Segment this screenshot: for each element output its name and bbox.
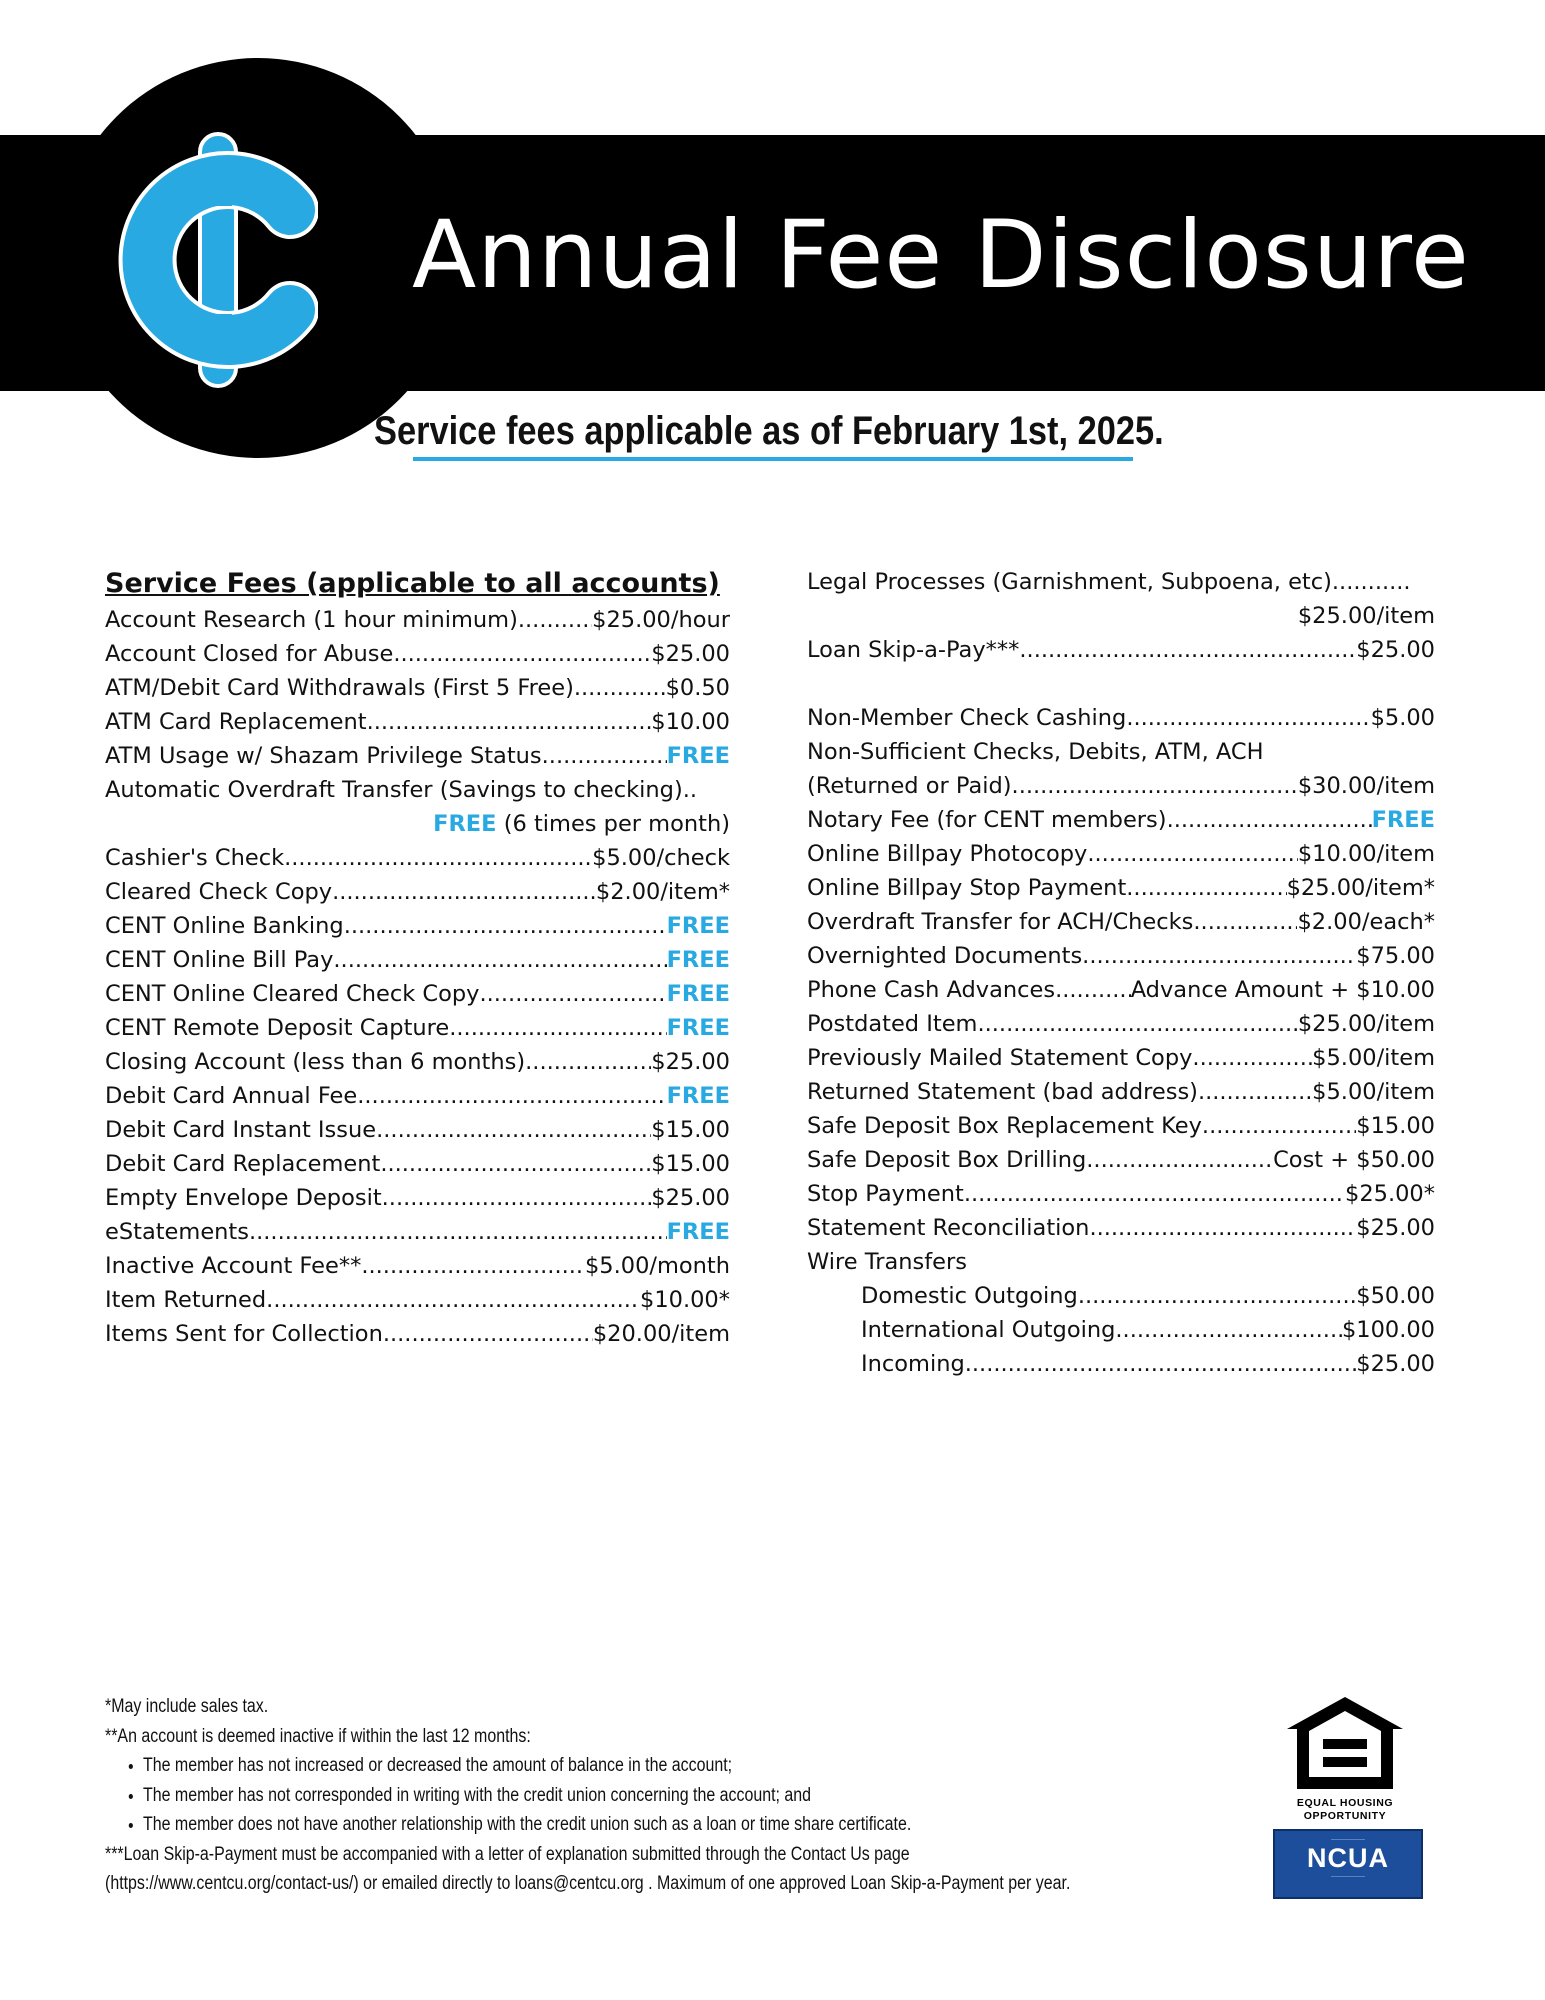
- fee-value: $25.00: [1356, 637, 1435, 663]
- fee-label: Postdated Item: [807, 1011, 978, 1037]
- fee-label: Previously Mailed Statement Copy: [807, 1045, 1193, 1071]
- fee-label: Incoming: [861, 1351, 965, 1377]
- leader-dots: [1078, 1279, 1356, 1313]
- fee-row: [105, 841, 730, 875]
- subtitle-underline: [413, 457, 1133, 461]
- leader-dots: [964, 1177, 1345, 1211]
- fee-row: [105, 875, 730, 909]
- footnote-sales-tax: *May include sales tax.: [105, 1696, 269, 1717]
- fee-value-free: FREE: [1371, 807, 1435, 833]
- fee-value-free: FREE: [666, 981, 730, 1007]
- fee-list: [807, 803, 1435, 1245]
- leader-dots: [357, 1079, 666, 1113]
- leader-dots: [382, 1181, 652, 1215]
- leader-dots: [332, 875, 596, 909]
- fee-row: [807, 1041, 1435, 1075]
- fee-label: Debit Card Instant Issue: [105, 1117, 377, 1143]
- fee-row: [105, 1079, 730, 1113]
- fee-row: [807, 837, 1435, 871]
- ncua-fine-print: ──────────────: [1331, 1874, 1365, 1879]
- leader-dots: [574, 671, 666, 705]
- leader-dots: [1082, 939, 1356, 973]
- leader-dots: [249, 1215, 667, 1249]
- fee-value-free: FREE: [666, 1015, 730, 1041]
- ncua-fine-print: ──────────────: [1331, 1837, 1365, 1842]
- fee-label: CENT Online Bill Pay: [105, 947, 334, 973]
- leader-dots: [1012, 769, 1298, 803]
- fee-row: [807, 1347, 1435, 1381]
- fee-label: Automatic Overdraft Transfer (Savings to checking)..: [105, 777, 698, 803]
- service-fees-right-column: [807, 565, 1435, 1381]
- fee-value: Advance Amount + $10.00: [1130, 977, 1435, 1003]
- ncua-logo: [1273, 1829, 1423, 1899]
- fee-row: [105, 909, 730, 943]
- fee-value: $0.50: [665, 675, 730, 701]
- fee-row: [105, 671, 730, 705]
- fee-row: [807, 633, 1435, 667]
- fee-label: International Outgoing: [861, 1317, 1116, 1343]
- fee-label: Account Research (1 hour minimum): [105, 607, 518, 633]
- fee-value: $30.00/item: [1297, 773, 1435, 799]
- fee-row-legal-value: [807, 599, 1435, 633]
- fee-value: $25.00/item*: [1286, 875, 1435, 901]
- leader-dots: [1055, 973, 1131, 1007]
- fee-label: Returned Statement (bad address): [807, 1079, 1198, 1105]
- fee-label: eStatements: [105, 1219, 249, 1245]
- fee-row-nsf-label: [807, 735, 1435, 769]
- fee-value: $25.00: [651, 1185, 730, 1211]
- fee-list: [105, 603, 730, 773]
- fee-value: $10.00/item: [1297, 841, 1435, 867]
- fee-label: ATM Card Replacement: [105, 709, 367, 735]
- fee-value: Cost + $50.00: [1273, 1147, 1435, 1173]
- fee-label: Cleared Check Copy: [105, 879, 333, 905]
- fee-row: [807, 905, 1435, 939]
- fee-label: Statement Reconciliation: [807, 1215, 1090, 1241]
- fee-value: $25.00/hour: [592, 607, 730, 633]
- fee-row: [807, 1279, 1435, 1313]
- service-fees-left-column: [105, 565, 730, 1351]
- leader-dots: [1087, 837, 1297, 871]
- page-subtitle: Service fees applicable as of February 1st, 2025.: [374, 409, 1164, 453]
- footnote-inactive: **An account is deemed inactive if within the last 12 months:: [105, 1725, 531, 1747]
- leader-dots: [367, 705, 652, 739]
- leader-dots: [1126, 871, 1286, 905]
- leader-dots: [977, 1007, 1297, 1041]
- leader-dots: [1167, 803, 1372, 837]
- fee-value: $10.00: [651, 709, 730, 735]
- footnote-bullets: [105, 1751, 1255, 1840]
- fee-row: [105, 1181, 730, 1215]
- fee-value: $5.00/check: [592, 845, 730, 871]
- ncua-wordmark: NCUA: [1307, 1843, 1389, 1873]
- fee-label: Overdraft Transfer for ACH/Checks: [807, 909, 1194, 935]
- fee-label: CENT Online Banking: [105, 913, 344, 939]
- fee-label: Online Billpay Photocopy: [807, 841, 1088, 867]
- fee-label: Account Closed for Abuse: [105, 641, 394, 667]
- fee-value-free: FREE: [666, 743, 730, 769]
- fee-row: [807, 1109, 1435, 1143]
- fee-label: Non-Sufficient Checks, Debits, ATM, ACH: [807, 739, 1264, 765]
- fee-value: $75.00: [1356, 943, 1435, 969]
- fee-label: Safe Deposit Box Drilling: [807, 1147, 1087, 1173]
- fee-label: Online Billpay Stop Payment: [807, 875, 1127, 901]
- fee-row: [105, 1147, 730, 1181]
- leader-dots: [1115, 1313, 1342, 1347]
- leader-dots: [1192, 1041, 1312, 1075]
- fee-label: ATM Usage w/ Shazam Privilege Status: [105, 743, 542, 769]
- fee-row-overdraft-label: [105, 773, 730, 807]
- fee-value: $15.00: [651, 1117, 730, 1143]
- leader-dots: [965, 1347, 1357, 1381]
- fee-value: $20.00/item: [592, 1321, 730, 1347]
- fee-value-free: FREE: [666, 913, 730, 939]
- fee-value: $2.00/item*: [595, 879, 730, 905]
- leader-dots: [1202, 1109, 1356, 1143]
- leader-dots: [333, 943, 666, 977]
- fee-label: Inactive Account Fee**: [105, 1253, 362, 1279]
- section-heading: Service Fees (applicable to all accounts): [105, 568, 720, 599]
- fee-row: [105, 1317, 730, 1351]
- leader-dots: [266, 1283, 640, 1317]
- fee-row: [105, 1045, 730, 1079]
- fee-row: [105, 977, 730, 1011]
- fee-label: Legal Processes (Garnishment, Subpoena, etc)...........: [807, 569, 1411, 595]
- leader-dots: [344, 909, 667, 943]
- fee-row-overdraft-value: [105, 807, 730, 841]
- fee-row: [105, 1249, 730, 1283]
- leader-dots: [380, 1147, 651, 1181]
- fee-label: Items Sent for Collection: [105, 1321, 383, 1347]
- fee-row: [807, 1143, 1435, 1177]
- fee-label: Empty Envelope Deposit: [105, 1185, 382, 1211]
- fee-value: $5.00/month: [584, 1253, 730, 1279]
- fee-label: Loan Skip-a-Pay***: [807, 637, 1020, 663]
- fee-row: [105, 603, 730, 637]
- fee-value: $15.00: [651, 1151, 730, 1177]
- fee-label: Notary Fee (for CENT members): [807, 807, 1167, 833]
- fee-label: CENT Remote Deposit Capture: [105, 1015, 450, 1041]
- equal-housing-logo: [1283, 1693, 1407, 1823]
- fee-row: [105, 739, 730, 773]
- cent-sign-icon: [118, 130, 318, 390]
- fee-value: $5.00: [1370, 705, 1435, 731]
- list-item: • The member has not corresponded in writing with the credit union concerning the account; and: [143, 1781, 1077, 1811]
- fee-value: $25.00/item: [1297, 603, 1435, 629]
- fee-row: [807, 1007, 1435, 1041]
- footnote-skip-pay-cont: (https://www.centcu.org/contact-us/) or emailed directly to loans@centcu.org . Maximum of one approved Loan Skip-a-Payment per year.: [105, 1873, 1071, 1894]
- fee-row: [807, 701, 1435, 735]
- list-item: • The member does not have another relationship with the credit union such as a loan or time share certificate.: [143, 1810, 1077, 1840]
- fee-row: [807, 871, 1435, 905]
- fee-label: Debit Card Replacement: [105, 1151, 381, 1177]
- fee-label: ATM/Debit Card Withdrawals (First 5 Free): [105, 675, 574, 701]
- fee-row: [105, 1283, 730, 1317]
- leader-dots: [383, 1317, 593, 1351]
- fee-value: $2.00/each*: [1297, 909, 1435, 935]
- wire-fee-list: [807, 1279, 1435, 1381]
- fee-value: $10.00*: [640, 1287, 730, 1313]
- leader-dots: [479, 977, 666, 1011]
- fee-value-free: FREE: [666, 947, 730, 973]
- fee-row: [105, 1011, 730, 1045]
- page-title: Annual Fee Disclosure: [412, 201, 1470, 310]
- leader-dots: [284, 841, 592, 875]
- fee-label: Cashier's Check: [105, 845, 285, 871]
- fee-row: [105, 705, 730, 739]
- fee-label: Domestic Outgoing: [861, 1283, 1078, 1309]
- fee-value-free: FREE: [433, 811, 497, 837]
- fee-row: [807, 1313, 1435, 1347]
- fee-value: $25.00: [1356, 1351, 1435, 1377]
- wire-transfers-heading: [807, 1245, 1435, 1279]
- fee-value: $100.00: [1341, 1317, 1435, 1343]
- footnotes: [105, 1692, 1255, 1899]
- fee-row: [807, 939, 1435, 973]
- leader-dots: [525, 1045, 651, 1079]
- fee-row: [105, 637, 730, 671]
- fee-label: Wire Transfers: [807, 1249, 967, 1275]
- fee-label: (Returned or Paid): [807, 773, 1012, 799]
- fee-row: [807, 1075, 1435, 1109]
- fee-label: CENT Online Cleared Check Copy: [105, 981, 480, 1007]
- leader-dots: [1089, 1211, 1356, 1245]
- fee-label: Safe Deposit Box Replacement Key: [807, 1113, 1202, 1139]
- leader-dots: [542, 739, 667, 773]
- fee-value: $50.00: [1356, 1283, 1435, 1309]
- fee-value: $25.00/item: [1297, 1011, 1435, 1037]
- fee-label: Phone Cash Advances: [807, 977, 1056, 1003]
- equal-housing-house-icon: [1283, 1693, 1407, 1793]
- fee-label: Item Returned: [105, 1287, 267, 1313]
- footnote-skip-pay: ***Loan Skip-a-Payment must be accompanied with a letter of explanation submitted through the Contact Us page: [105, 1843, 910, 1865]
- fee-value: $25.00: [651, 1049, 730, 1075]
- fee-row: [105, 1215, 730, 1249]
- eho-line2: OPPORTUNITY: [1303, 1810, 1387, 1822]
- leader-dots: [518, 603, 592, 637]
- fee-value: $25.00*: [1345, 1181, 1435, 1207]
- fee-row: [807, 769, 1435, 803]
- fee-note: (6 times per month): [503, 811, 730, 837]
- leader-dots: [1086, 1143, 1273, 1177]
- fee-row: [807, 1177, 1435, 1211]
- fee-label: Non-Member Check Cashing: [807, 705, 1127, 731]
- fee-label: Overnighted Documents: [807, 943, 1083, 969]
- list-item: • The member has not increased or decreased the amount of balance in the account;: [143, 1751, 1077, 1781]
- fee-list: [105, 841, 730, 1351]
- leader-dots: [393, 637, 651, 671]
- leader-dots: [1193, 905, 1297, 939]
- fee-value-free: FREE: [666, 1219, 730, 1245]
- leader-dots: [1019, 633, 1356, 667]
- fee-value: $5.00/item: [1312, 1045, 1435, 1071]
- fee-row-legal-label: [807, 565, 1435, 599]
- fee-label: Debit Card Annual Fee: [105, 1083, 358, 1109]
- eho-line1: EQUAL HOUSING: [1296, 1797, 1394, 1809]
- leader-dots: [449, 1011, 666, 1045]
- spacer: [807, 667, 1435, 701]
- leader-dots: [1198, 1075, 1312, 1109]
- leader-dots: [376, 1113, 651, 1147]
- fee-value: $25.00: [651, 641, 730, 667]
- fee-label: Closing Account (less than 6 months): [105, 1049, 526, 1075]
- fee-label: Stop Payment: [807, 1181, 964, 1207]
- fee-value-free: FREE: [666, 1083, 730, 1109]
- fee-row: [807, 1211, 1435, 1245]
- fee-row: [807, 973, 1435, 1007]
- fee-row: [807, 803, 1435, 837]
- fee-value: $25.00: [1356, 1215, 1435, 1241]
- fee-value: $15.00: [1356, 1113, 1435, 1139]
- fee-row: [105, 943, 730, 977]
- leader-dots: [1126, 701, 1370, 735]
- fee-row: [105, 1113, 730, 1147]
- fee-value: $5.00/item: [1312, 1079, 1435, 1105]
- leader-dots: [361, 1249, 585, 1283]
